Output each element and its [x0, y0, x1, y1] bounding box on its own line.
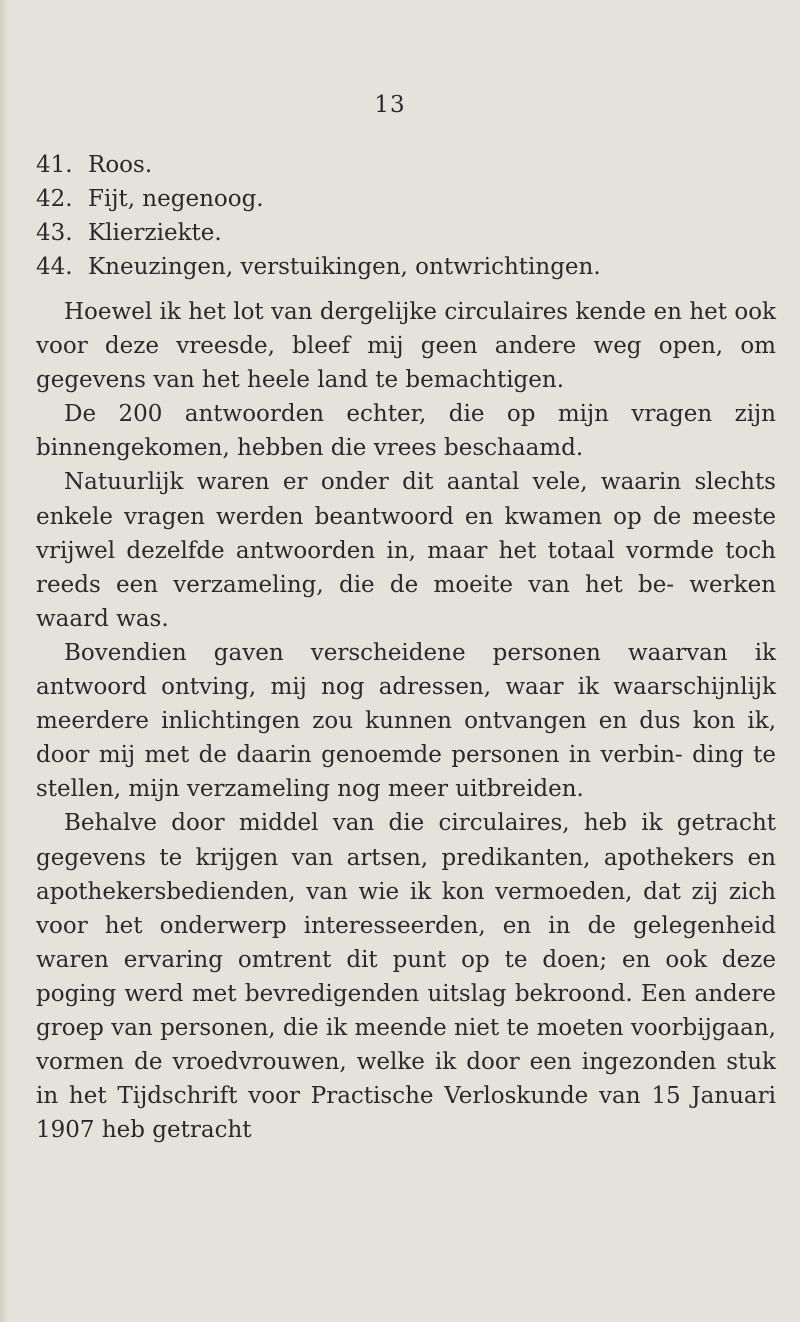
paragraph: Bovendien gaven verscheidene personen waarvan ik antwoord ontving, mij nog adressen, waar ik waarschijnlijk meerdere inlichtingen zou kunnen ontvangen en dus kon ik, door mij met de daarin genoemde personen in verbin- ding te stellen, mijn verzameling nog meer uitbreiden. — [36, 639, 776, 803]
page-left-edge — [0, 0, 8, 1322]
list-item-number: 43. — [36, 220, 73, 246]
paragraph: Hoewel ik het lot van dergelijke circulaires kende en het ook voor deze vreesde, bleef mij geen andere weg open, om gegevens van het heele land te bemachtigen. — [36, 299, 776, 394]
paragraph: Behalve door middel van die circulaires, heb ik getracht gegevens te krijgen van artsen, predikanten, apothekers en apothekersbedienden, van wie ik kon vermoeden, dat zij zich voor het onderwerp interesseerden, en in de gelegenheid waren ervaring omtrent dit punt op te doen; en ook deze poging werd met bevredigenden uitslag bekroond. Een andere groep van personen, die ik meende niet te moeten voorbijgaan, vormen de vroedvrouwen, welke ik door een ingezonden stuk in het Tijdschrift voor Practische Verloskunde van 15 Januari 1907 heb getracht — [36, 810, 776, 1144]
list-item-text: Fijt, negenoog. — [88, 186, 264, 212]
list-item-number: 42. — [36, 186, 73, 212]
list-item-text: Klierziekte. — [88, 220, 222, 246]
list-item — [36, 216, 776, 250]
list-item — [36, 250, 776, 284]
page-number: 13 — [374, 92, 406, 118]
list-item — [36, 182, 776, 216]
list-item — [36, 148, 776, 182]
ailment-list — [36, 148, 776, 284]
body-text — [36, 295, 776, 1147]
list-item-number: 41. — [36, 152, 73, 178]
list-item-text: Roos. — [88, 152, 153, 178]
list-item-number: 44. — [36, 254, 73, 280]
paragraph: Natuurlijk waren er onder dit aantal vele, waarin slechts enkele vragen werden beantwoord en kwamen op de meeste vrijwel dezelfde antwoorden in, maar het totaal vormde toch reeds een verzameling, die de moeite van het be- werken waard was. — [36, 469, 776, 632]
list-item-text: Kneuzingen, verstuikingen, ontwrichtingen. — [88, 254, 601, 280]
paragraph: De 200 antwoorden echter, die op mijn vragen zijn binnengekomen, hebben die vrees beschaamd. — [36, 401, 776, 462]
